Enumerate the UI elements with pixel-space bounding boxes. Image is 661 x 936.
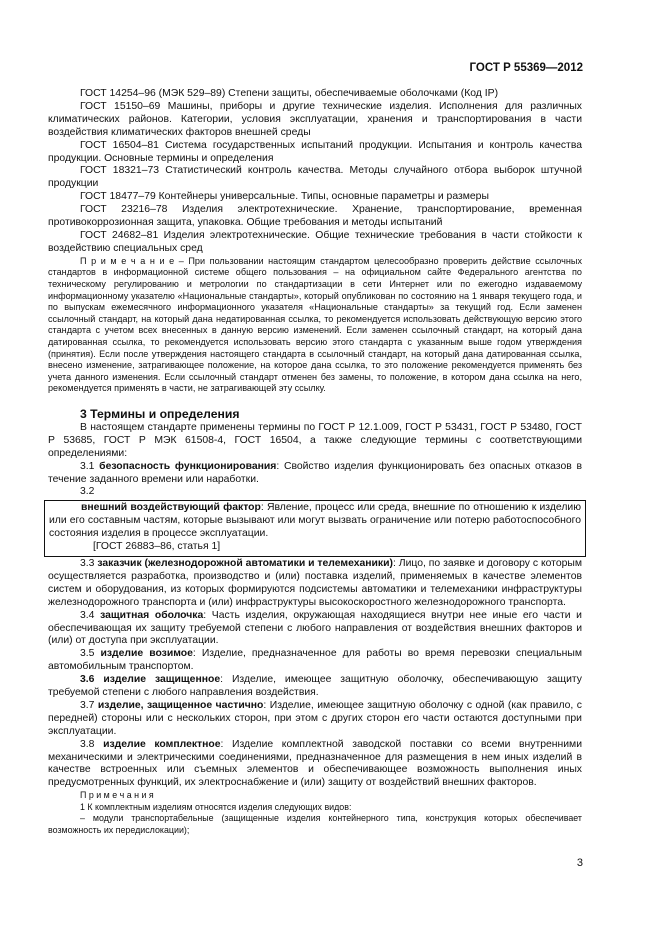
- term-3-6: 3.6 изделие защищенное: Изделие, имеющее защитную оболочку, обеспечивающую защиту требуемой степени с любого направления воздействия.: [48, 674, 582, 699]
- term-name: внешний воздействующий фактор: [81, 502, 261, 514]
- term-name: изделие, защищенное частично: [97, 699, 264, 711]
- term-name: защитная оболочка: [100, 609, 204, 621]
- term-3-8-notes: [48, 790, 582, 836]
- term-name: изделие возимое: [100, 648, 193, 660]
- section-3-title: 3 Термины и определения: [80, 406, 240, 421]
- term-name: безопасность функционирования: [99, 460, 277, 472]
- ref-gost-16504: ГОСТ 16504–81 Система государственных испытаний продукции. Испытания и контроль качества продукции. Основные термины и определения: [48, 139, 582, 164]
- reference-note: [48, 256, 582, 395]
- ref-gost-14254: ГОСТ 14254–96 (МЭК 529–89) Степени защиты, обеспечиваемые оболочками (Код IP): [80, 88, 499, 99]
- note-label: П р и м е ч а н и е: [80, 255, 175, 266]
- term-3-4: 3.4 защитная оболочка: Часть изделия, окружающая находящиеся внутри нее иные его части и обеспечивающая их защиту требуемой степени с любого направления от воздействия внешних факторов и (или) от доступа при эксплуатации.: [48, 609, 582, 647]
- ref-gost-15150: ГОСТ 15150–69 Машины, приборы и другие технические изделия. Исполнения для различных климатических районов. Категории, условия эксплуатации, хранения и транспортирования в части воздействия климатических факторов внешней среды: [48, 100, 582, 138]
- ref-gost-23216: ГОСТ 23216–78 Изделия электротехнические. Хранение, транспортирование, временная противокоррозионная защита, упаковка. Общие требования и методы испытаний: [48, 204, 582, 229]
- ref-gost-18321: ГОСТ 18321–73 Статистический контроль качества. Методы случайного отбора выборок штучной продукции: [48, 165, 582, 190]
- note-1: 1 К комплектным изделиям относятся изделия следующих видов:: [80, 801, 352, 812]
- ref-gost-24682: ГОСТ 24682–81 Изделия электротехнические. Общие технические требования в части стойкости к воздействию специальных сред: [48, 229, 582, 254]
- term-3-3: 3.3 заказчик (железнодорожной автоматики и телемеханики): Лицо, по заявке и договору с которым осуществляется разработка, производство и (или) поставка изделий, применяемых в качестве элементов систем и оборудования, из которых формируются подсистемы автоматики и телемеханики инфраструктуры железнодорожного транспорта и (или) инфраструктуры высокоскоростного железнодорожного транспорта.: [48, 557, 582, 608]
- term-3-2: внешний воздействующий фактор: Явление, процесс или среда, внешние по отношению к изделию или его составным частям, которые вызывают или могут вызвать ограничение или потерю работоспособного состояния изделия в процессе эксплуатации.: [49, 502, 581, 540]
- section-3-intro: В настоящем стандарте применены термины по ГОСТ Р 12.1.009, ГОСТ Р 53431, ГОСТ Р 53480, ГОСТ Р 53685, ГОСТ Р МЭК 61508-4, ГОСТ 16504, а также следующие термины с соответствующими определениями:: [48, 421, 582, 459]
- term-name: изделие комплектное: [103, 738, 221, 750]
- note-text: – При пользовании настоящим стандартом целесообразно проверить действие ссылочных стандартов в информационной системе общего пользования – на официальном сайте Федерального агентства по техническому регулированию и метрологии по стандартизации в сети Интернет или по ежегодно издаваемому информационному указателю «Национальные стандарты», который опубликован по состоянию на 1 января текущего года, и по выпускам ежемесячного информационного указателя «Национальные стандарты» за текущий год. Если заменен ссылочный стандарт, на который дана недатированная ссылка, то рекомендуется использовать действующую версию этого стандарта с учетом всех внесенных в данную версию изменений. Если заменен ссылочный стандарт, на который дана датированная ссылка, то рекомендуется использовать версию этого стандарта с указанным выше годом утверждения (принятия). Если после утверждения настоящего стандарта в ссылочный стандарт, на который дана датированная ссылка, внесено изменение, затрагивающее положение, на которое дана ссылка, то это положение рекомендуется применять без учета данного изменения. Если ссылочный стандарт отменен без замены, то положение, в котором дана ссылка на него, рекомендуется применять в части, не затрагивающей эту ссылку.: [48, 255, 582, 394]
- note-1-item: – модули транспортабельные (защищенные изделия контейнерного типа, конструкция которых обеспечивает возможность их передислокации);: [48, 813, 582, 835]
- body-text: [48, 88, 582, 836]
- term-3-2-source: [ГОСТ 26883–86, статья 1]: [93, 541, 221, 553]
- term-3-7: 3.7 изделие, защищенное частично: Изделие, имеющее защитную оболочку с одной (как правило, с передней) стороны или с нескольких сторон, при этом с других сторон его части остаются доступными при эксплуатации.: [48, 699, 582, 737]
- notes-label: П р и м е ч а н и я: [80, 790, 154, 801]
- page-number: 3: [576, 857, 583, 869]
- term-name: заказчик (железнодорожной автоматики и телемеханики): [97, 557, 393, 569]
- standard-header: ГОСТ Р 55369—2012: [469, 62, 583, 74]
- term-3-8: 3.8 изделие комплектное: Изделие комплектной заводской поставки со всеми внутренними механическими и электрическими соединениями, предназначенное для размещения в нем иных изделий в качестве встроенных или съемных элементов и обеспечивающее возможность выполнения иных предусмотренных функций, их электроснабжение и (или) защиту от воздействий внешних факторов.: [48, 738, 582, 789]
- term-name: изделие защищенное: [103, 674, 221, 686]
- term-3-1: 3.1 безопасность функционирования: Свойство изделия функционировать без опасных отказов в течение заданного времени или наработки.: [48, 460, 582, 485]
- term-3-2-number: 3.2: [80, 486, 95, 498]
- term-3-5: 3.5 изделие возимое: Изделие, предназначенное для работы во время перевозки специальным автомобильным транспортом.: [48, 648, 582, 673]
- ref-gost-18477: ГОСТ 18477–79 Контейнеры универсальные. Типы, основные параметры и размеры: [80, 191, 489, 203]
- term-3-2-box: [44, 500, 586, 557]
